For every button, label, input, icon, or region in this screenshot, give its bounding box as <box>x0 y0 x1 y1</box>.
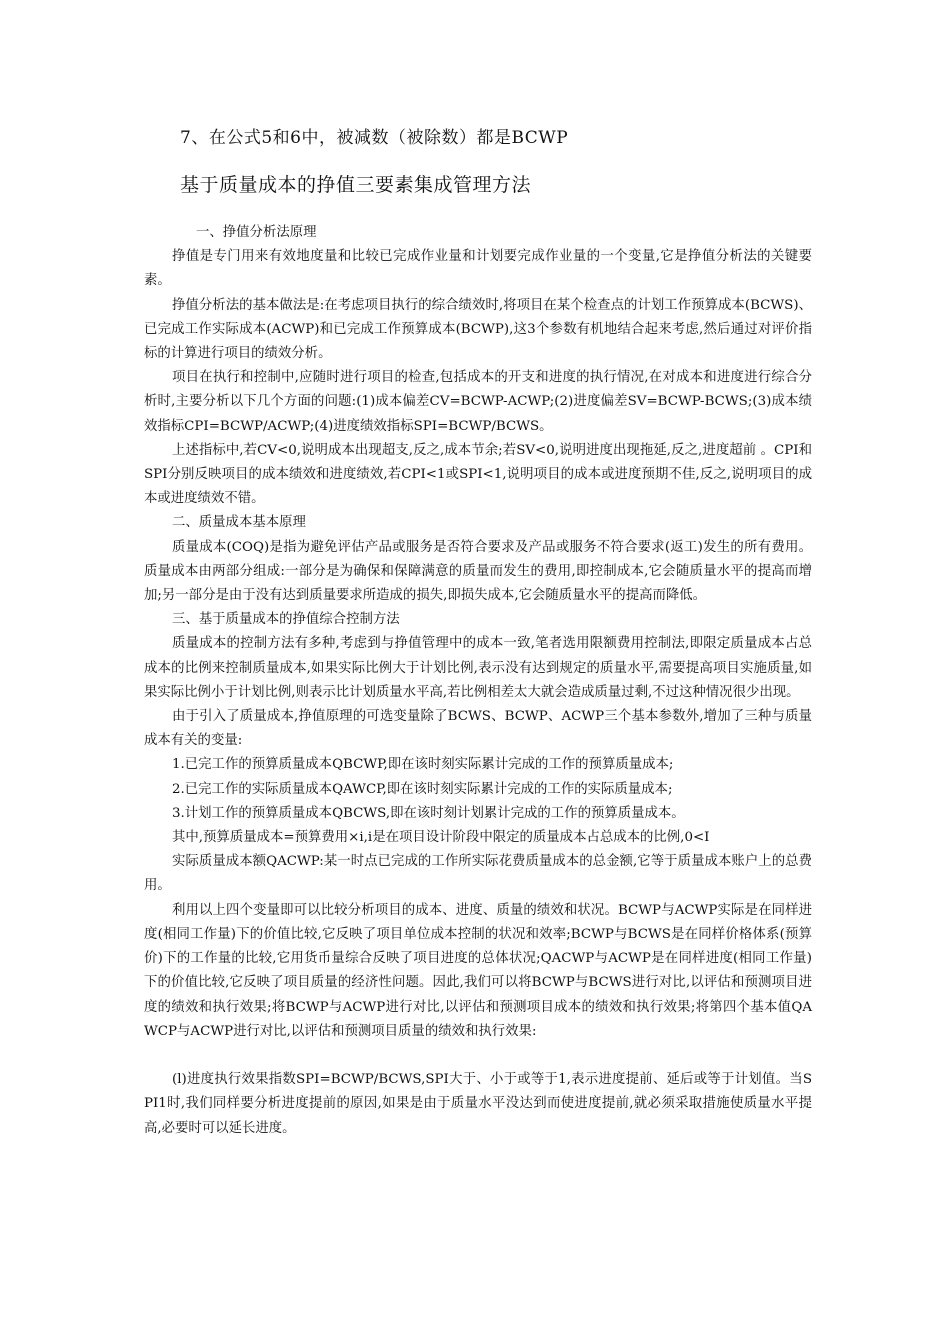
body-paragraph: 实际质量成本额QACWP:某一时点已完成的工作所实际花费质量成本的总金额,它等于质量成本账户上的总费用。 <box>144 854 812 894</box>
article-title: 基于质量成本的挣值三要素集成管理方法 <box>180 174 532 196</box>
body-paragraph: 挣值分析法的基本做法是:在考虑项目执行的综合绩效时,将项目在某个检查点的计划工作预算成本(BCWS)、已完成工作实际成本(ACWP)和已完成工作预算成本(BCWP),这3个参数有机地结合起来考虑,然后通过对评价指标的计算进行项目的绩效分析。 <box>144 297 812 362</box>
body-paragraph: 其中,预算质量成本=预算费用×i,i是在项目设计阶段中限定的质量成本占总成本的比例,0<I <box>172 830 710 846</box>
formula-note-heading: 7、在公式5和6中，被减数（被除数）都是BCWP <box>180 128 569 148</box>
body-paragraph: 由于引入了质量成本,挣值原理的可选变量除了BCWS、BCWP、ACWP三个基本参数外,增加了三种与质量成本有关的变量: <box>144 709 812 749</box>
section-heading: 二、质量成本基本原理 <box>172 515 306 531</box>
body-paragraph: 质量成本的控制方法有多种,考虑到与挣值管理中的成本一致,笔者选用限额费用控制法,即限定质量成本占总成本的比例来控制质量成本,如果实际比例大于计划比例,表示没有达到规定的质量水平,需要提高项目实施质量,如果实际比例小于计划比例,则表示比计划质量水平高,若比例相差太大就会造成质量过剩,不过这种情况很少出现。 <box>144 636 812 700</box>
section-heading: 一、挣值分析法原理 <box>196 225 317 240</box>
body-paragraph: 1.已完工作的预算质量成本QBCWP,即在该时刻实际累计完成的工作的预算质量成本; <box>172 757 674 773</box>
blank-line <box>144 1044 812 1068</box>
body-paragraph: (l)进度执行效果指数SPI=BCWP/BCWS,SPI大于、小于或等于1,表示进度提前、延后或等于计划值。当SPI1时,我们同样要分析进度提前的原因,如果是由于质量水平没达到而使进度提前,就必须采取措施使质量水平提高,必要时可以延长进度。 <box>144 1072 812 1136</box>
body-paragraph: 3.计划工作的预算质量成本QBCWS,即在该时刻计划累计完成的工作的预算质量成本。 <box>172 805 685 821</box>
body-paragraph: 挣值是专门用来有效地度量和比较已完成作业量和计划要完成作业量的一个变量,它是挣值分析法的关键要素。 <box>144 249 812 289</box>
body-paragraph: 项目在执行和控制中,应随时进行项目的检查,包括成本的开支和进度的执行情况,在对成本和进度进行综合分析时,主要分析以下几个方面的问题:(1)成本偏差CV=BCWP-ACWP;(2)进度偏差SV=BCWP-BCWS;(3)成本绩效指标CPI=BCWP/ACWP;(4)进度绩效指标SPI=BCWP/BCWS。 <box>144 370 812 434</box>
body-paragraph: 质量成本(COQ)是指为避免评估产品或服务是否符合要求及产品或服务不符合要求(返工)发生的所有费用。质量成本由两部分组成:一部分是为确保和保障满意的质量而发生的费用,即控制成本,它会随质量水平的提高而增加;另一部分是由于没有达到质量要求所造成的损失,即损失成本,它会随质量水平的提高而降低。 <box>144 539 812 604</box>
body-paragraph: 2.已完工作的实际质量成本QAWCP,即在该时刻实际累计完成的工作的实际质量成本; <box>172 781 673 797</box>
body-paragraph: 利用以上四个变量即可以比较分析项目的成本、进度、质量的绩效和状况。BCWP与ACWP实际是在同样进度(相同工作量)下的价值比较,它反映了项目单位成本控制的状况和效率;BCWP与BCWS是在同样价格体系(预算价)下的工作量的比较,它用货币量综合反映了项目进度的总体状况;QACWP与ACWP是在同样进度(相同工作量)下的价值比较,它反映了项目质量的经济性问题。因此,我们可以将BCWP与BCWS进行对比,以评估和预测项目进度的绩效和执行效果;将BCWP与ACWP进行对比,以评估和预测项目成本的绩效和执行效果;将第四个基本值QAWCP与ACWP进行对比,以评估和预测项目质量的绩效和执行效果: <box>144 902 812 1039</box>
body-paragraph: 上述指标中,若CV<0,说明成本出现超支,反之,成本节余;若SV<0,说明进度出现拖延,反之,进度超前 。CPI和SPI分别反映项目的成本绩效和进度绩效,若CPI<1或SPI<1,说明项目的成本或进度预期不佳,反之,说明项目的成本或进度绩效不错。 <box>144 442 812 507</box>
section-heading: 三、基于质量成本的挣值综合控制方法 <box>172 612 400 628</box>
article-body <box>144 221 812 1141</box>
